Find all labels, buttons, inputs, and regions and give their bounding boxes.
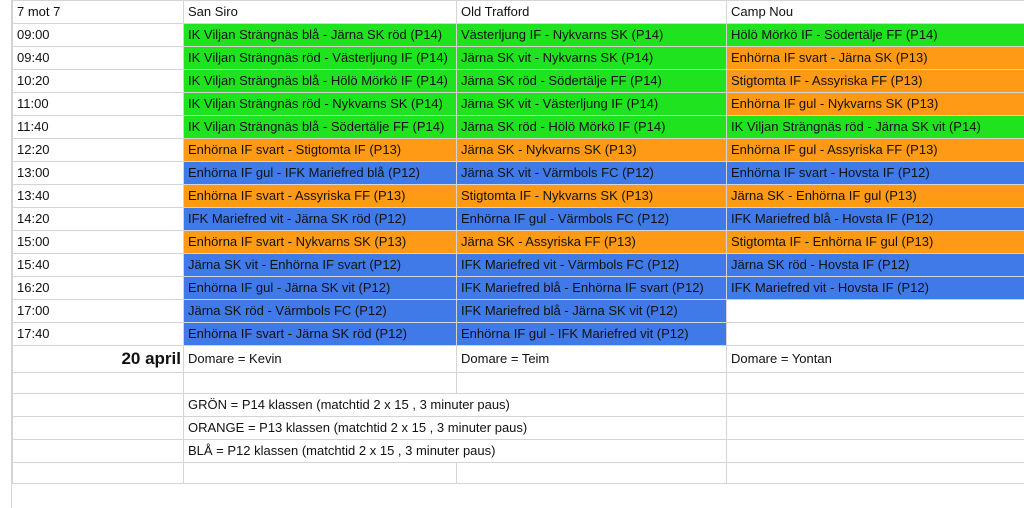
match-cell[interactable]: Enhörna IF gul - IFK Mariefred blå (P12) <box>184 162 457 185</box>
schedule-row <box>13 300 1024 323</box>
legend-row <box>13 417 1024 440</box>
schedule-row <box>13 323 1024 346</box>
empty-cell[interactable] <box>457 373 727 394</box>
empty-cell[interactable] <box>13 463 184 484</box>
time-cell[interactable]: 14:20 <box>13 208 184 231</box>
empty-cell[interactable] <box>727 323 1024 346</box>
match-cell[interactable]: IK Viljan Strängnäs röd - Nykvarns SK (P14) <box>184 93 457 116</box>
time-cell[interactable]: 17:40 <box>13 323 184 346</box>
date-cell[interactable]: 20 april <box>13 346 184 373</box>
match-cell[interactable]: Enhörna IF svart - Nykvarns SK (P13) <box>184 231 457 254</box>
venue-header-camp-nou[interactable]: Camp Nou <box>727 1 1024 24</box>
empty-cell[interactable] <box>184 373 457 394</box>
schedule-table <box>12 0 1024 484</box>
schedule-row <box>13 93 1024 116</box>
referee-cell[interactable]: Domare = Teim <box>457 346 727 373</box>
empty-cell[interactable] <box>727 300 1024 323</box>
schedule-row <box>13 231 1024 254</box>
match-cell[interactable]: IK Viljan Strängnäs blå - Järna SK röd (P14) <box>184 24 457 47</box>
empty-cell[interactable] <box>727 394 1024 417</box>
legend-row <box>13 440 1024 463</box>
match-cell[interactable]: IFK Mariefred blå - Hovsta IF (P12) <box>727 208 1024 231</box>
match-cell[interactable]: Järna SK vit - Nykvarns SK (P14) <box>457 47 727 70</box>
time-cell[interactable]: 11:00 <box>13 93 184 116</box>
match-cell[interactable]: IK Viljan Strängnäs blå - Hölö Mörkö IF (P14) <box>184 70 457 93</box>
time-cell[interactable]: 09:00 <box>13 24 184 47</box>
match-cell[interactable]: Enhörna IF svart - Hovsta IF (P12) <box>727 162 1024 185</box>
match-cell[interactable]: Enhörna IF svart - Assyriska FF (P13) <box>184 185 457 208</box>
schedule-row <box>13 162 1024 185</box>
match-cell[interactable]: Järna SK vit - Västerljung IF (P14) <box>457 93 727 116</box>
match-cell[interactable]: Enhörna IF gul - Assyriska FF (P13) <box>727 139 1024 162</box>
schedule-row <box>13 116 1024 139</box>
match-cell[interactable]: Järna SK - Assyriska FF (P13) <box>457 231 727 254</box>
match-cell[interactable]: Enhörna IF gul - Järna SK vit (P12) <box>184 277 457 300</box>
schedule-row <box>13 185 1024 208</box>
referee-cell[interactable]: Domare = Yontan <box>727 346 1024 373</box>
time-cell[interactable]: 09:40 <box>13 47 184 70</box>
schedule-row <box>13 70 1024 93</box>
empty-cell[interactable] <box>13 394 184 417</box>
time-cell[interactable]: 12:20 <box>13 139 184 162</box>
time-cell[interactable]: 15:40 <box>13 254 184 277</box>
format-cell[interactable]: 7 mot 7 <box>13 1 184 24</box>
match-cell[interactable]: Enhörna IF svart - Järna SK röd (P12) <box>184 323 457 346</box>
legend-row <box>13 394 1024 417</box>
legend-green[interactable]: GRÖN = P14 klassen (matchtid 2 x 15 , 3 minuter paus) <box>184 394 727 417</box>
time-cell[interactable]: 16:20 <box>13 277 184 300</box>
match-cell[interactable]: IK Viljan Strängnäs blå - Södertälje FF (P14) <box>184 116 457 139</box>
empty-cell[interactable] <box>13 373 184 394</box>
match-cell[interactable]: Västerljung IF - Nykvarns SK (P14) <box>457 24 727 47</box>
match-cell[interactable]: IFK Mariefred blå - Järna SK vit (P12) <box>457 300 727 323</box>
match-cell[interactable]: Järna SK röd - Hovsta IF (P12) <box>727 254 1024 277</box>
match-cell[interactable]: Järna SK röd - Södertälje FF (P14) <box>457 70 727 93</box>
venue-header-old-trafford[interactable]: Old Trafford <box>457 1 727 24</box>
time-cell[interactable]: 17:00 <box>13 300 184 323</box>
empty-cell[interactable] <box>184 463 457 484</box>
time-cell[interactable]: 15:00 <box>13 231 184 254</box>
spreadsheet-grid <box>12 0 1024 484</box>
match-cell[interactable]: IFK Mariefred vit - Järna SK röd (P12) <box>184 208 457 231</box>
schedule-row <box>13 24 1024 47</box>
match-cell[interactable]: IFK Mariefred blå - Enhörna IF svart (P12) <box>457 277 727 300</box>
schedule-row <box>13 47 1024 70</box>
match-cell[interactable]: Järna SK vit - Enhörna IF svart (P12) <box>184 254 457 277</box>
match-cell[interactable]: Järna SK vit - Värmbols FC (P12) <box>457 162 727 185</box>
schedule-row <box>13 208 1024 231</box>
legend-orange[interactable]: ORANGE = P13 klassen (matchtid 2 x 15 , 3 minuter paus) <box>184 417 727 440</box>
time-cell[interactable]: 13:40 <box>13 185 184 208</box>
match-cell[interactable]: IK Viljan Strängnäs röd - Västerljung IF (P14) <box>184 47 457 70</box>
schedule-row <box>13 277 1024 300</box>
time-cell[interactable]: 13:00 <box>13 162 184 185</box>
match-cell[interactable]: Enhörna IF svart - Stigtomta IF (P13) <box>184 139 457 162</box>
schedule-row <box>13 139 1024 162</box>
legend-blue[interactable]: BLÅ = P12 klassen (matchtid 2 x 15 , 3 minuter paus) <box>184 440 727 463</box>
match-cell[interactable]: Stigtomta IF - Enhörna IF gul (P13) <box>727 231 1024 254</box>
row-header-gutter <box>0 0 12 508</box>
match-cell[interactable]: Enhörna IF gul - Värmbols FC (P12) <box>457 208 727 231</box>
time-cell[interactable]: 10:20 <box>13 70 184 93</box>
match-cell[interactable]: Järna SK röd - Värmbols FC (P12) <box>184 300 457 323</box>
match-cell[interactable]: Hölö Mörkö IF - Södertälje FF (P14) <box>727 24 1024 47</box>
empty-row <box>13 373 1024 394</box>
match-cell[interactable]: IK Viljan Strängnäs röd - Järna SK vit (P14) <box>727 116 1024 139</box>
empty-cell[interactable] <box>457 463 727 484</box>
match-cell[interactable]: Stigtomta IF - Nykvarns SK (P13) <box>457 185 727 208</box>
empty-cell[interactable] <box>727 463 1024 484</box>
match-cell[interactable]: IFK Mariefred vit - Hovsta IF (P12) <box>727 277 1024 300</box>
time-cell[interactable]: 11:40 <box>13 116 184 139</box>
match-cell[interactable]: Enhörna IF svart - Järna SK (P13) <box>727 47 1024 70</box>
empty-cell[interactable] <box>727 440 1024 463</box>
match-cell[interactable]: Enhörna IF gul - IFK Mariefred vit (P12) <box>457 323 727 346</box>
referee-row <box>13 346 1024 373</box>
empty-cell[interactable] <box>13 440 184 463</box>
empty-row <box>13 463 1024 484</box>
match-cell[interactable]: Järna SK - Nykvarns SK (P13) <box>457 139 727 162</box>
match-cell[interactable]: Enhörna IF gul - Nykvarns SK (P13) <box>727 93 1024 116</box>
match-cell[interactable]: Stigtomta IF - Assyriska FF (P13) <box>727 70 1024 93</box>
empty-cell[interactable] <box>13 417 184 440</box>
empty-cell[interactable] <box>727 373 1024 394</box>
empty-cell[interactable] <box>727 417 1024 440</box>
match-cell[interactable]: IFK Mariefred vit - Värmbols FC (P12) <box>457 254 727 277</box>
venue-header-san-siro[interactable]: San Siro <box>184 1 457 24</box>
match-cell[interactable]: Järna SK röd - Hölö Mörkö IF (P14) <box>457 116 727 139</box>
match-cell[interactable]: Järna SK - Enhörna IF gul (P13) <box>727 185 1024 208</box>
header-row <box>13 1 1024 24</box>
schedule-row <box>13 254 1024 277</box>
referee-cell[interactable]: Domare = Kevin <box>184 346 457 373</box>
